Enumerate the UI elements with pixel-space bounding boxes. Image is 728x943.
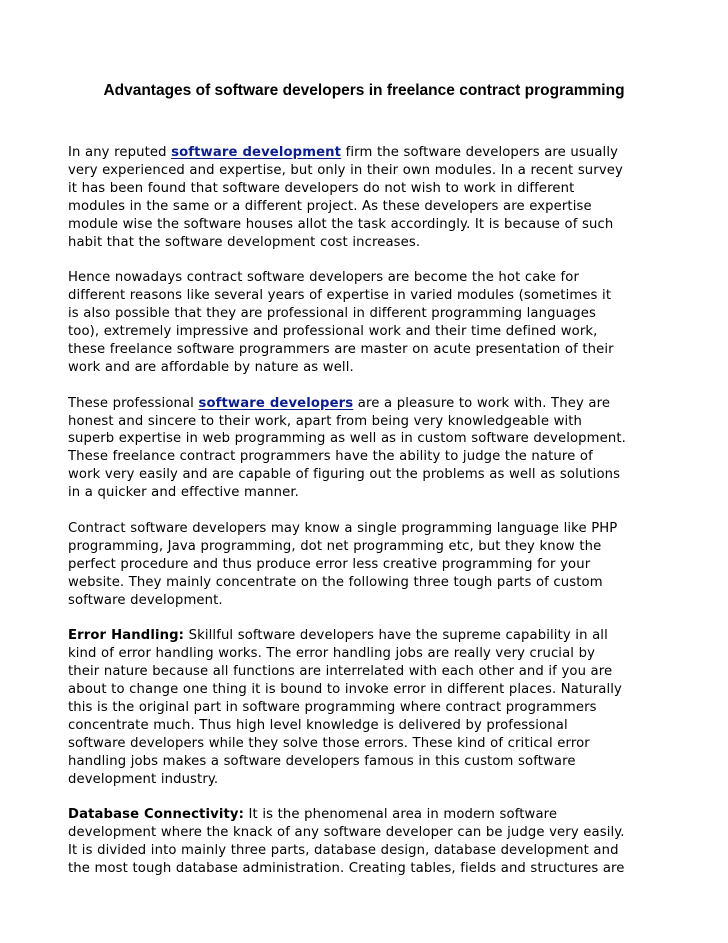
text-line: is also possible that they are professional in different programming languages bbox=[68, 306, 596, 322]
text-line: kind of error handling works. The error handling jobs are really very crucial by bbox=[68, 646, 596, 662]
text-line: development where the knack of any software developer can be judge very easily. bbox=[68, 825, 625, 841]
text-line: about to change one thing it is bound to invoke error in different places. Naturally bbox=[68, 682, 622, 698]
paragraph-4 bbox=[68, 520, 668, 610]
text-fragment: These professional bbox=[68, 395, 199, 411]
text-line: These freelance contract programmers have the ability to judge the nature of bbox=[68, 449, 593, 465]
text-fragment: firm the software developers are usually bbox=[341, 145, 619, 160]
text-line: their nature because all functions are interrelated with each other and if you are bbox=[68, 664, 613, 680]
text-line: work and are affordable by nature as well. bbox=[68, 359, 354, 375]
paragraph-2 bbox=[68, 269, 668, 376]
text-line: honest and sincere to their work, apart from being very knowledgeable with bbox=[68, 413, 583, 429]
page-title: Advantages of software developers in freelance contract programming bbox=[103, 82, 625, 99]
paragraph-3 bbox=[68, 395, 668, 502]
text-line: work very easily and are capable of figuring out the problems as well as solutions bbox=[68, 467, 621, 483]
text-fragment: Skillful software developers have the supreme capability in all bbox=[184, 628, 608, 644]
text-line: It is divided into mainly three parts, database design, database development and bbox=[68, 843, 619, 859]
article-body bbox=[68, 144, 668, 896]
text-line bbox=[68, 806, 668, 824]
text-line: different reasons like several years of expertise in varied modules (sometimes it bbox=[68, 288, 612, 304]
text-line: software development. bbox=[68, 592, 223, 608]
text-line bbox=[68, 144, 668, 162]
software-development-link[interactable]: software development bbox=[171, 145, 342, 160]
text-line: in a quicker and effective manner. bbox=[68, 485, 299, 501]
text-fragment: In any reputed bbox=[68, 145, 172, 160]
software-developers-link[interactable]: software developers bbox=[198, 395, 354, 411]
paragraph-database-connectivity bbox=[68, 806, 668, 878]
text-line: very experienced and expertise, but only in their own modules. In a recent survey bbox=[68, 162, 623, 178]
text-fragment: are a pleasure to work with. They are bbox=[353, 395, 611, 411]
database-connectivity-heading: Database Connectivity: bbox=[68, 807, 245, 823]
text-line: this is the original part in software programming where contract programmers bbox=[68, 700, 597, 716]
text-line: habit that the software development cost increases. bbox=[68, 234, 421, 250]
text-line bbox=[68, 395, 668, 413]
text-line: development industry. bbox=[68, 771, 219, 787]
text-line: Hence nowadays contract software developers are become the hot cake for bbox=[68, 270, 579, 286]
error-handling-heading: Error Handling: bbox=[68, 628, 185, 644]
text-line: Contract software developers may know a single programming language like PHP bbox=[68, 520, 618, 536]
paragraph-error-handling bbox=[68, 627, 668, 788]
text-line: handling jobs makes a software developers famous in this custom software bbox=[68, 753, 576, 769]
paragraph-1 bbox=[68, 144, 668, 251]
text-line: perfect procedure and thus produce error less creative programming for your bbox=[68, 556, 591, 572]
text-line: programming, Java programming, dot net programming etc, but they know the bbox=[68, 538, 602, 554]
text-line: it has been found that software developers do not wish to work in different bbox=[68, 180, 575, 196]
text-line bbox=[68, 627, 668, 645]
text-line: superb expertise in web programming as well as in custom software development. bbox=[68, 431, 626, 447]
text-line: too), extremely impressive and professional work and their time defined work, bbox=[68, 324, 598, 340]
text-line: website. They mainly concentrate on the following three tough parts of custom bbox=[68, 574, 603, 590]
text-line: modules in the same or a different project. As these developers are expertise bbox=[68, 198, 592, 214]
text-line: software developers while they solve those errors. These kind of critical error bbox=[68, 735, 590, 751]
text-line: module wise the software houses allot the task accordingly. It is because of such bbox=[68, 216, 614, 232]
text-line: the most tough database administration. Creating tables, fields and structures are bbox=[68, 861, 625, 877]
text-line: concentrate much. Thus high level knowledge is delivered by professional bbox=[68, 717, 568, 733]
text-fragment: It is the phenomenal area in modern software bbox=[244, 807, 558, 823]
text-line: these freelance software programmers are master on acute presentation of their bbox=[68, 341, 614, 357]
